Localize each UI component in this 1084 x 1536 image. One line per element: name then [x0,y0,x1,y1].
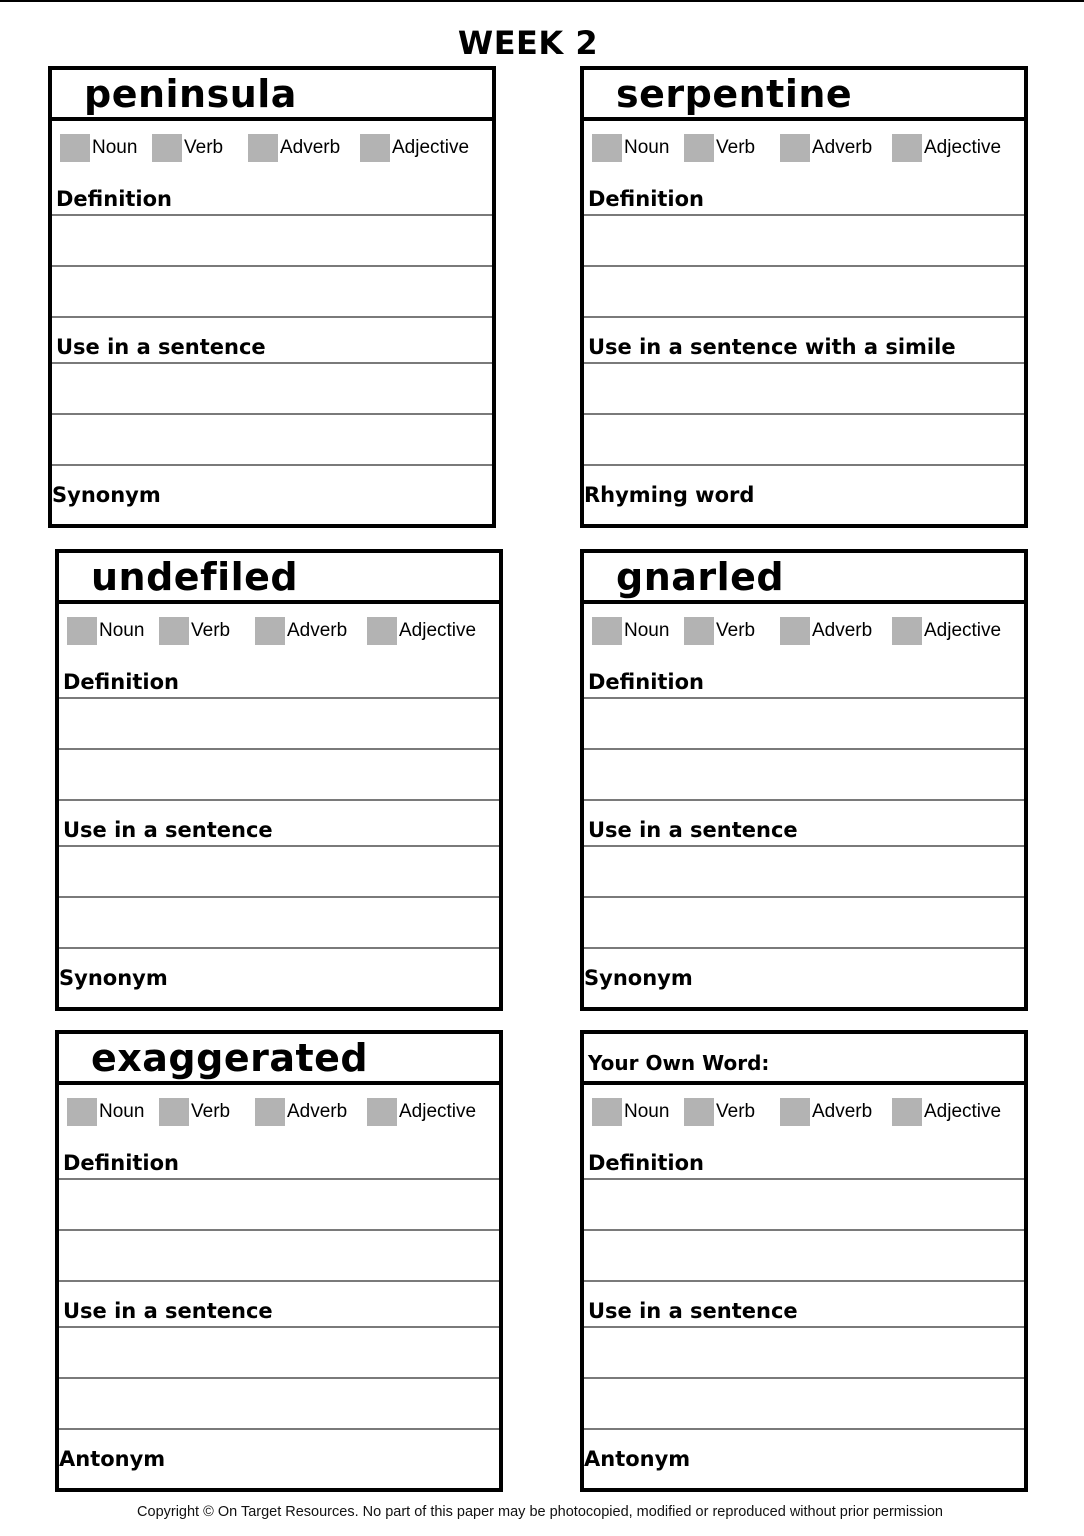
vocab-card [580,1030,1028,1492]
verb-checkbox[interactable] [159,1098,189,1126]
page-title-text: WEEK 2 [457,24,599,62]
part-of-speech-row [60,132,490,164]
writing-line[interactable] [59,1280,499,1282]
writing-line[interactable] [59,947,499,949]
writing-line[interactable] [584,1280,1024,1282]
part-of-speech-row [592,1096,1022,1128]
noun-checkbox[interactable] [67,1098,97,1126]
adverb-label: Adverb [287,1101,348,1122]
adjective-checkbox[interactable] [360,134,390,162]
footer-label: Antonym [584,1447,691,1471]
verb-label: Verb [716,1101,756,1122]
noun-label: Noun [92,137,138,158]
verb-checkbox[interactable] [152,134,182,162]
footer-label: Synonym [584,966,693,990]
noun-label: Noun [624,1101,670,1122]
writing-line[interactable] [59,697,499,699]
vocab-word: undefiled [91,555,299,599]
adjective-label: Adjective [392,137,470,158]
writing-line[interactable] [584,413,1024,415]
sentence-label: Use in a sentence [588,1299,798,1323]
verb-label: Verb [191,620,231,641]
card-header [584,70,1024,121]
footer-label: Synonym [59,966,168,990]
writing-line[interactable] [52,316,492,318]
adjective-label: Adjective [924,137,1002,158]
definition-label: Definition [63,670,180,694]
definition-label: Definition [588,1151,705,1175]
adjective-checkbox[interactable] [892,134,922,162]
writing-line[interactable] [52,413,492,415]
vocab-card [55,1030,503,1492]
noun-label: Noun [99,620,145,641]
part-of-speech-row [67,615,497,647]
definition-label: Definition [63,1151,180,1175]
sentence-label: Use in a sentence [56,335,266,359]
page-title [0,24,1084,62]
noun-checkbox[interactable] [67,617,97,645]
writing-line[interactable] [52,362,492,364]
adverb-checkbox[interactable] [255,617,285,645]
vocab-card [55,549,503,1011]
top-border [0,0,1084,2]
writing-line[interactable] [584,464,1024,466]
adverb-checkbox[interactable] [780,617,810,645]
sentence-label: Use in a sentence with a simile [588,335,956,359]
vocab-word: serpentine [616,72,853,116]
writing-line[interactable] [52,214,492,216]
adjective-label: Adjective [399,620,477,641]
adverb-checkbox[interactable] [780,134,810,162]
writing-line[interactable] [59,1428,499,1430]
adverb-label: Adverb [280,137,341,158]
verb-checkbox[interactable] [684,1098,714,1126]
adjective-checkbox[interactable] [367,1098,397,1126]
writing-line[interactable] [59,896,499,898]
adverb-checkbox[interactable] [780,1098,810,1126]
verb-label: Verb [191,1101,231,1122]
writing-line[interactable] [59,1377,499,1379]
card-header [52,70,492,121]
vocab-word: peninsula [84,72,297,116]
copyright-notice [0,1504,1084,1520]
writing-line[interactable] [584,697,1024,699]
writing-line[interactable] [59,799,499,801]
verb-checkbox[interactable] [159,617,189,645]
footer-label: Rhyming word [584,483,755,507]
adverb-label: Adverb [812,620,873,641]
noun-checkbox[interactable] [592,1098,622,1126]
card-header [59,553,499,604]
verb-label: Verb [716,620,756,641]
writing-line[interactable] [584,1326,1024,1328]
adjective-checkbox[interactable] [367,617,397,645]
vocab-card [580,549,1028,1011]
adjective-label: Adjective [924,620,1002,641]
sentence-label: Use in a sentence [588,818,798,842]
adjective-label: Adjective [924,1101,1002,1122]
footer-label: Synonym [52,483,161,507]
footer-label: Antonym [59,1447,166,1471]
noun-label: Noun [624,620,670,641]
sentence-label: Use in a sentence [63,1299,273,1323]
definition-label: Definition [588,187,705,211]
own-word-label: Your Own Word: [588,1051,770,1075]
sentence-label: Use in a sentence [63,818,273,842]
writing-line[interactable] [584,799,1024,801]
verb-label: Verb [184,137,224,158]
definition-label: Definition [56,187,173,211]
noun-label: Noun [624,137,670,158]
verb-checkbox[interactable] [684,134,714,162]
writing-line[interactable] [584,896,1024,898]
writing-line[interactable] [584,1229,1024,1231]
writing-line[interactable] [52,464,492,466]
adjective-checkbox[interactable] [892,617,922,645]
writing-line[interactable] [584,214,1024,216]
noun-checkbox[interactable] [60,134,90,162]
writing-line[interactable] [584,845,1024,847]
writing-line[interactable] [52,265,492,267]
noun-label: Noun [99,1101,145,1122]
writing-line[interactable] [584,1377,1024,1379]
writing-line[interactable] [584,316,1024,318]
part-of-speech-row [592,615,1022,647]
vocab-word: gnarled [616,555,785,599]
writing-line[interactable] [584,947,1024,949]
vocab-word: exaggerated [91,1036,369,1080]
adverb-label: Adverb [287,620,348,641]
writing-line[interactable] [59,845,499,847]
writing-line[interactable] [584,1178,1024,1180]
writing-line[interactable] [584,1428,1024,1430]
definition-label: Definition [588,670,705,694]
verb-label: Verb [716,137,756,158]
adjective-checkbox[interactable] [892,1098,922,1126]
vocab-card [580,66,1028,528]
writing-line[interactable] [584,362,1024,364]
adverb-label: Adverb [812,1101,873,1122]
adverb-label: Adverb [812,137,873,158]
adverb-checkbox[interactable] [255,1098,285,1126]
card-header [59,1034,499,1085]
card-header [584,1034,1024,1085]
writing-line[interactable] [584,265,1024,267]
adjective-label: Adjective [399,1101,477,1122]
writing-line[interactable] [59,748,499,750]
part-of-speech-row [592,132,1022,164]
noun-checkbox[interactable] [592,617,622,645]
copyright-text: Copyright © On Target Resources. No part of this paper may be photocopied, modified or reproduced without prior permission [137,1504,943,1520]
writing-line[interactable] [59,1326,499,1328]
card-header [584,553,1024,604]
adverb-checkbox[interactable] [248,134,278,162]
writing-line[interactable] [584,748,1024,750]
noun-checkbox[interactable] [592,134,622,162]
vocab-card [48,66,496,528]
writing-line[interactable] [59,1229,499,1231]
verb-checkbox[interactable] [684,617,714,645]
part-of-speech-row [67,1096,497,1128]
writing-line[interactable] [59,1178,499,1180]
